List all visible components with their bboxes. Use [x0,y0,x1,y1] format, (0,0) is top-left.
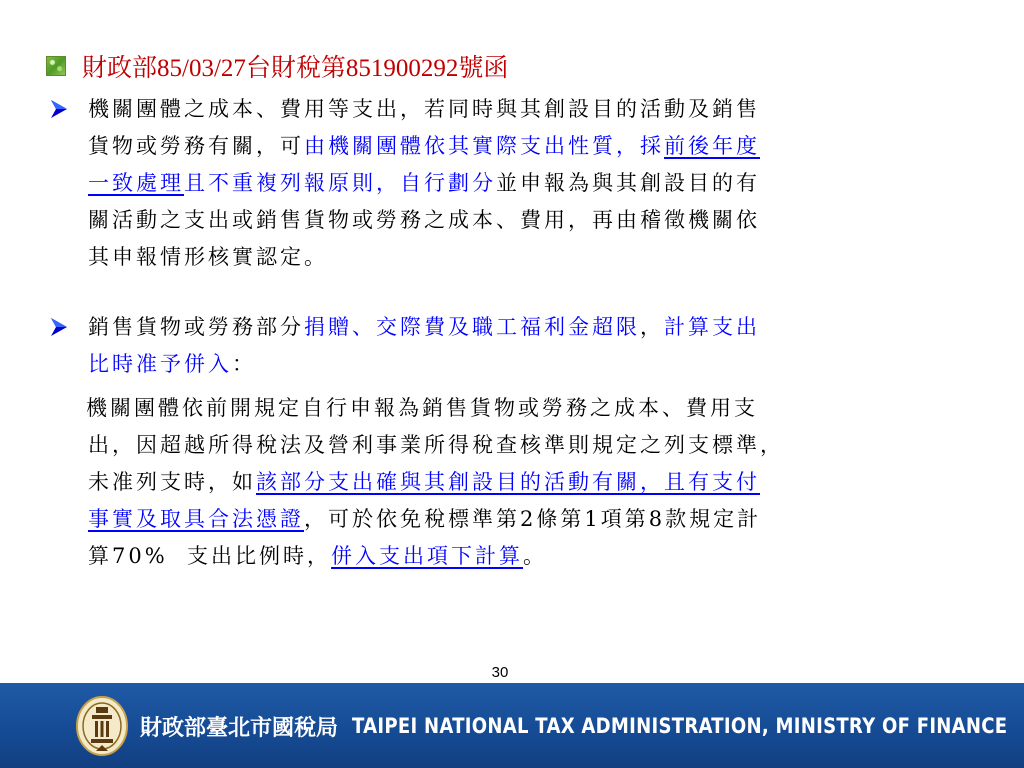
bullet-1-line-2 [88,128,968,165]
bullet-1-line-1: 機關團體之成本、費用等支出，若同時與其創設目的活動及銷售 [88,97,760,121]
slide-title: 財政部85/03/27台財稅第851900292號函 [82,55,509,82]
paragraph-3-text [88,390,968,575]
plain-text: 銷售貨物或勞務部分 [88,315,304,339]
footer-org-name-zh: 財政部臺北市國稅局 [140,715,339,741]
highlight-text: 由機關團體依其實際支出性質，採 [304,134,664,158]
bullet-2-line-2 [88,346,968,383]
plain-text: 並申報為與其創設目的有 [496,171,760,195]
arrow-bullet-icon [49,316,69,338]
plain-text: ， [640,315,664,339]
bullet-1-text [88,91,968,276]
footer-org-name-en: TAIPEI NATIONAL TAX ADMINISTRATION, MINISTRY OF FINANCE [352,714,1008,738]
paragraph-3-line-5 [88,538,968,575]
page-number: 30 [491,664,509,681]
plain-text: 未准列支時，如 [88,470,256,494]
tax-administration-emblem-icon [74,695,130,757]
plain-text: 貨物或勞務有關，可 [88,134,304,158]
bullet-1-line-5: 其申報情形核實認定。 [88,245,328,269]
underlined-highlight-text: 前後年度 [664,134,760,158]
underlined-highlight-text: 併入支出項下計算 [331,544,524,568]
slide-title-row [46,51,508,81]
footer-banner [0,683,1024,768]
plain-text: ，可於依免稅標準第2條第1項第8款規定計 [304,507,762,531]
plain-text: 算70% 支出比例時， [88,544,332,568]
arrow-bullet-icon [49,98,69,120]
paragraph-3-line-1: 機關團體依前開規定自行申報為銷售貨物或勞務之成本、費用支 [86,396,758,420]
underlined-highlight-text: 事實及取具合法憑證 [88,507,304,531]
paragraph-3-line-2: 出，因超越所得稅法及營利事業所得稅查核準則規定之列支標準， [88,433,784,457]
plain-text: ： [232,352,256,376]
underlined-highlight-text: 一致處理 [88,171,184,195]
highlight-text: 計算支出 [664,315,760,339]
green-square-icon [46,56,66,76]
footer-org-name [140,709,1024,743]
bullet-2-line-1 [88,309,968,346]
highlight-text: 比時准予併入 [88,352,232,376]
paragraph-3-line-3 [88,464,968,501]
highlight-text: 捐贈、交際費及職工福利金超限 [304,315,640,339]
bullet-1-line-4: 關活動之支出或銷售貨物或勞務之成本、費用，再由稽徵機關依 [88,208,760,232]
underlined-highlight-text: 該部分支出確與其創設目的活動有關，且有支付 [256,470,760,494]
bullet-2-text [88,309,968,383]
bullet-1-line-3 [88,165,968,202]
plain-text: 。 [523,544,548,568]
paragraph-3-line-4 [88,501,968,538]
highlight-text: 且不重複列報原則，自行劃分 [184,171,496,195]
